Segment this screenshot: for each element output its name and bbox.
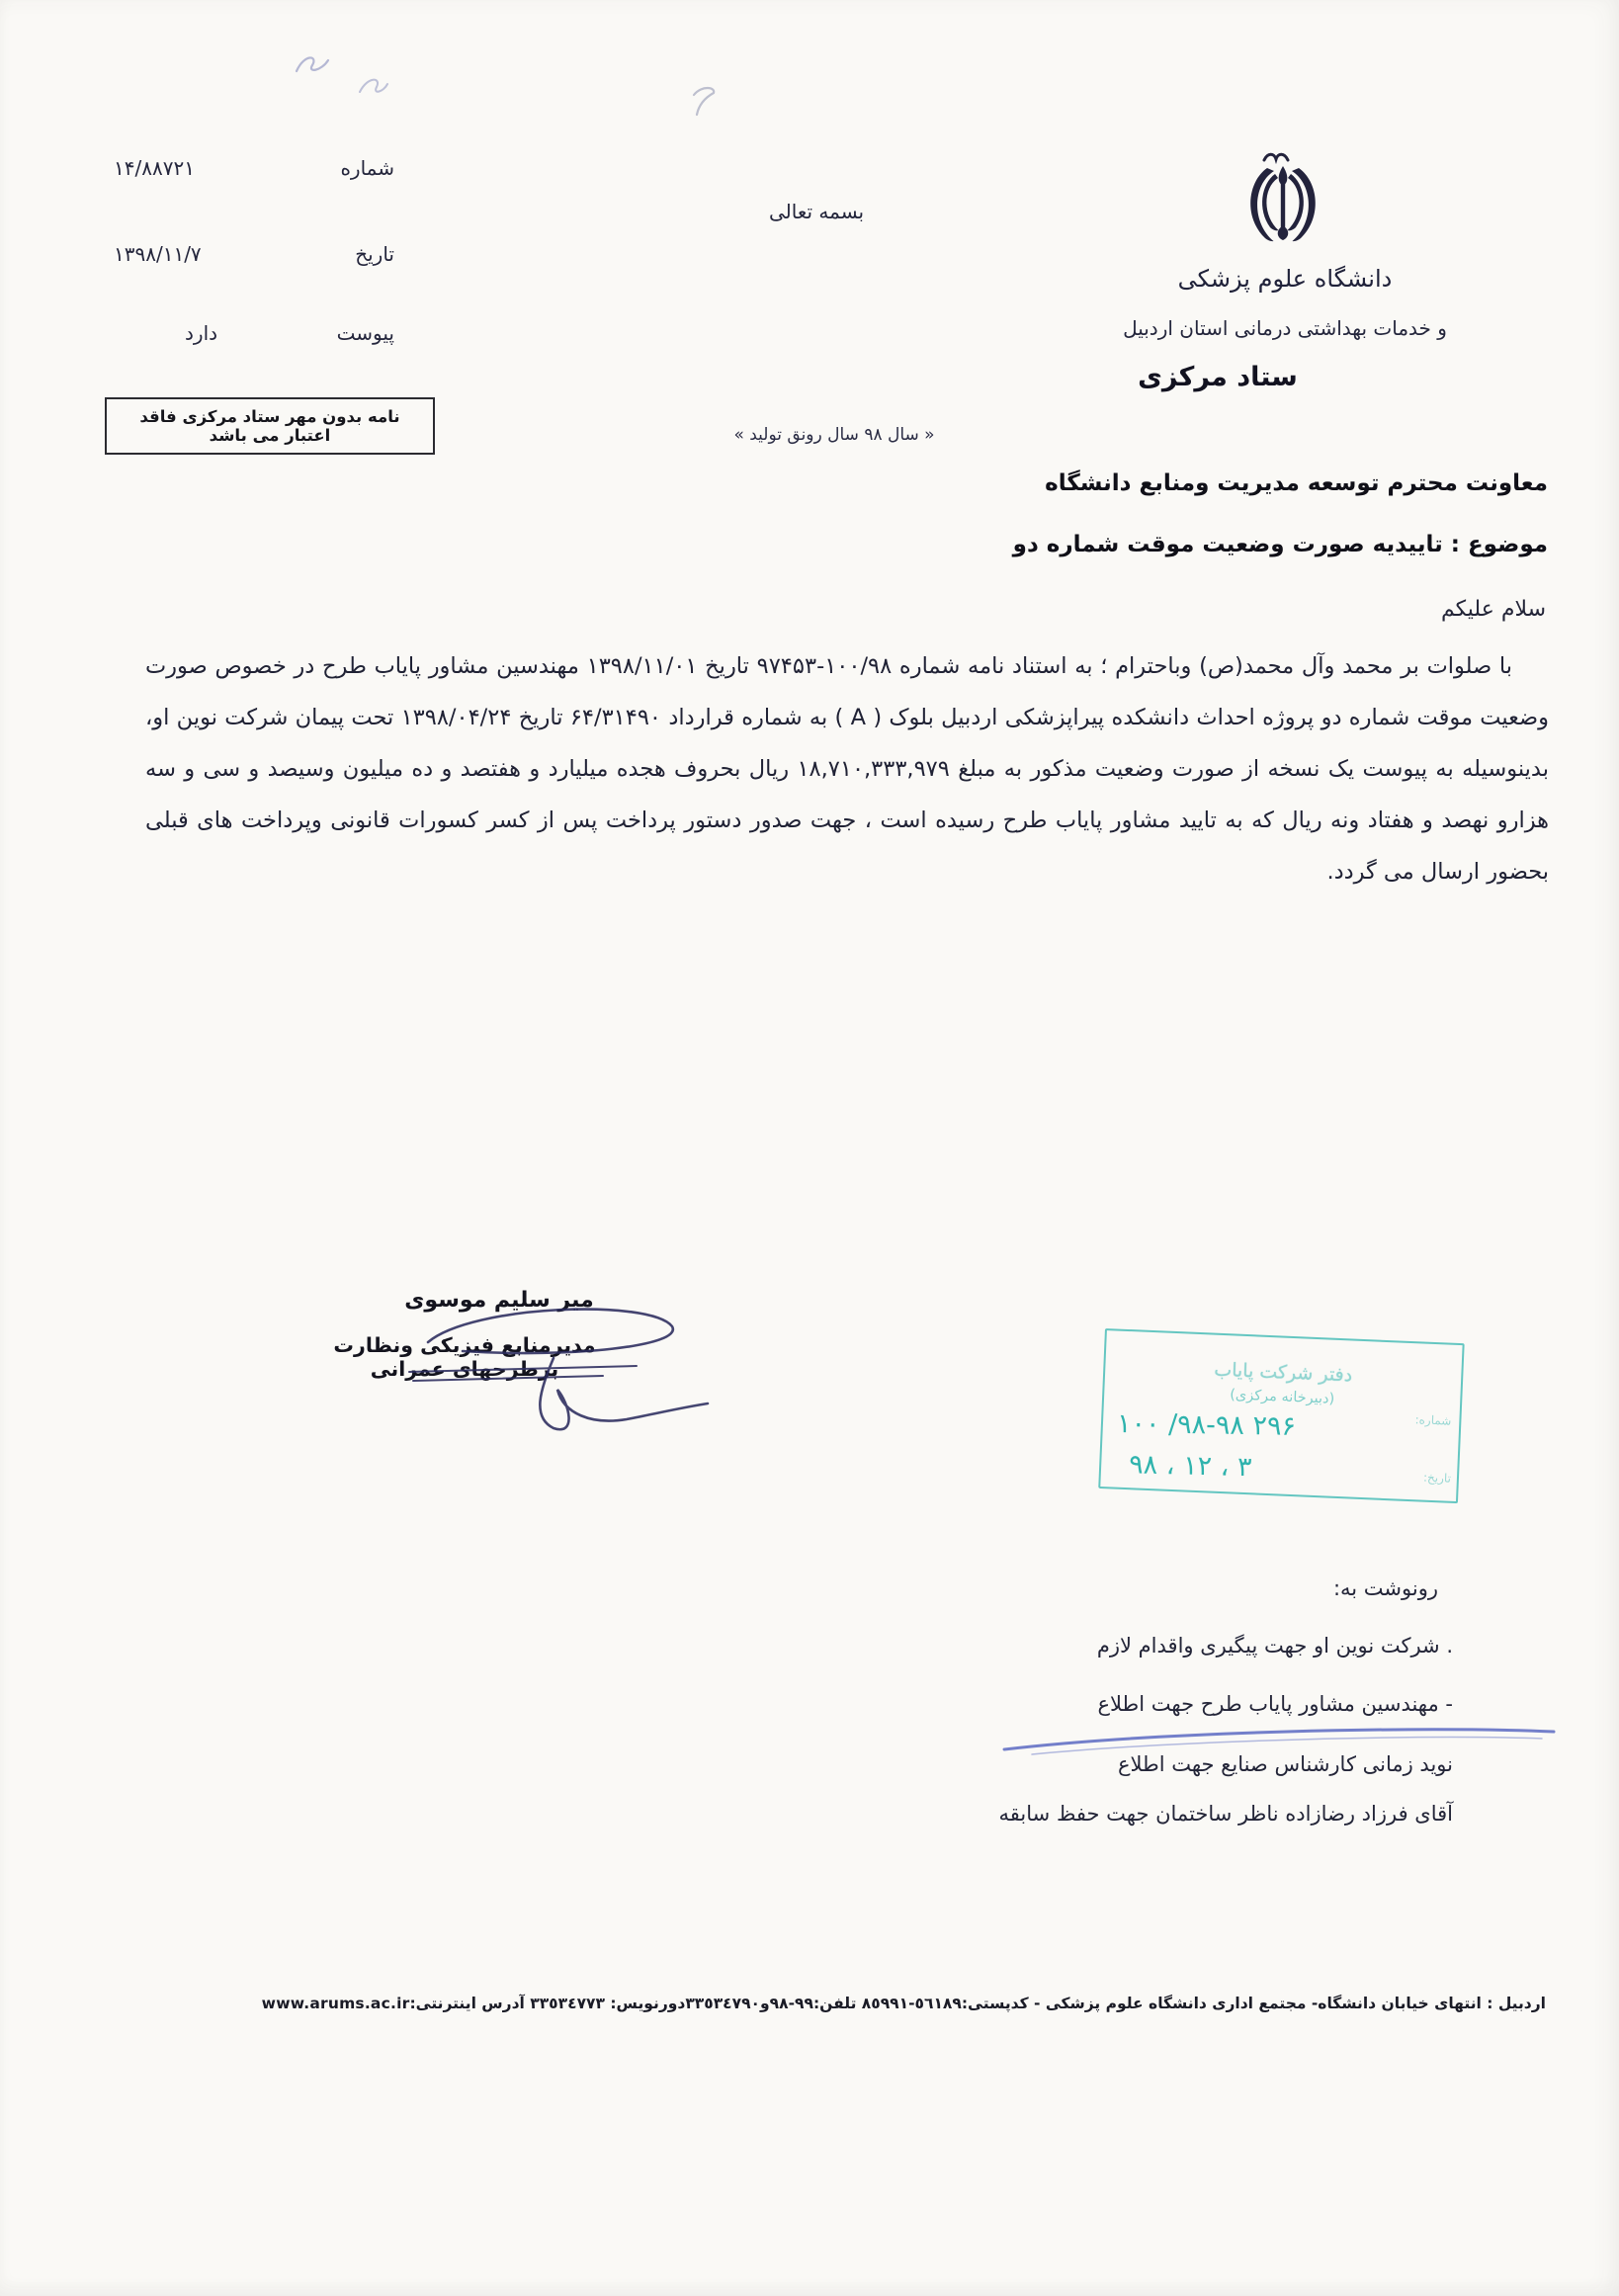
pen-mark — [289, 45, 334, 89]
letter-attachment-row — [114, 321, 394, 345]
recipient-line: معاونت محترم توسعه مدیریت ومنابع دانشگاه — [1045, 470, 1548, 496]
footer-address-text: اردبیل : انتهای خیابان دانشگاه- مجتمع اداری دانشگاه علوم پزشکی - کدپستی:٥٦١٨٩-٨٥٩٩١ تلفن:۹۹-۹۸و۳۳٥۳٤۷۹۰دورنویس: ۳۳٥۳٤۷۷۳ آدرس اینترنتی: — [409, 1995, 1546, 2012]
signatory-name: میر سلیم موسوی — [404, 1288, 594, 1313]
validity-note-box — [105, 397, 435, 455]
org-name-line1: دانشگاه علوم پزشکی — [1177, 265, 1393, 293]
footer-website: www.arums.ac.ir — [261, 1995, 410, 2012]
stamp-secretariat-line: (دبیرخانه مرکزی) — [1229, 1387, 1335, 1407]
letter-date-row — [114, 242, 394, 266]
stamp-number-value: ۱۰۰ /۹۸-۹۸ ۲۹۶ — [1116, 1407, 1297, 1442]
cc-heading: رونوشت به: — [1332, 1576, 1438, 1600]
subject-line: موضوع : تاییدیه صورت وضعیت موقت شماره دو — [1012, 532, 1548, 557]
org-name-line3: ستاد مرکزی — [1138, 362, 1298, 392]
footer-address-line — [103, 1995, 1546, 2012]
letter-attachment-label: پیوست — [336, 321, 394, 345]
bismillah-text: بسمه تعالی — [769, 200, 865, 223]
letter-attachment-value: دارد — [185, 321, 218, 345]
letter-body: با صلوات بر محمد وآل محمد(ص) وباحترام ؛ به استناد نامه شماره ۱۰۰/۹۸-۹۷۴۵۳ تاریخ ۱۳۹۸/۱۱/۰۱ مهندسین مشاور پایاب طرح در خصوص صورت وضعیت موقت شماره دو پروژه احداث دانشکده پیراپزشکی اردبیل بلوک ( A ) به شماره قرارداد ۶۴/۳۱۴۹۰ تاریخ ۱۳۹۸/۰۴/۲۴ تحت پیمان شرکت نوین او، بدینوسیله به پیوست یک نسخه از صورت وضعیت مذکور به مبلغ ۱۸,۷۱۰,۳۳۳,۹۷۹ ریال بحروف هجده میلیارد و هفتصد و ده میلیون وسیصد و سی و سه هزارو نهصد و هفتاد ونه ریال که به تایید مشاور پایاب طرح رسیده است ، جهت صدور دستور پرداخت پس از کسر کسورات قانونی وپرداخت های قبلی بحضور ارسال می گردد. — [145, 653, 1550, 885]
iran-emblem-icon — [1234, 146, 1332, 263]
registration-stamp — [1098, 1328, 1464, 1503]
cc-item: . شرکت نوین او جهت پیگیری واقدام لازم — [1096, 1634, 1453, 1658]
pen-mark — [352, 65, 393, 105]
cc-item: آقای فرزاد رضازاده ناظر ساختمان جهت حفظ سابقه — [998, 1802, 1453, 1826]
cc-item: - مهندسین مشاور پایاب طرح جهت اطلاع — [1097, 1692, 1453, 1716]
stamp-office-line: دفتر شرکت پایاب — [1213, 1358, 1353, 1387]
year-slogan: « سال ۹۸ سال رونق تولید » — [733, 425, 935, 445]
cc-item: نوید زمانی کارشناس صنایع جهت اطلاع — [1117, 1752, 1453, 1776]
stamp-date-value: ۹۸ ، ۱۲ ، ۳ — [1128, 1449, 1252, 1484]
letter-number-label: شماره — [340, 156, 394, 180]
stamp-number-label: شماره: — [1414, 1412, 1452, 1428]
salutation-line: سلام علیکم — [1440, 597, 1546, 622]
validity-note-text: نامه بدون مهر ستاد مرکزی فاقد اعتبار می باشد — [139, 407, 400, 445]
letter-number-row — [114, 156, 394, 180]
stamp-date-label: تاریخ: — [1422, 1470, 1452, 1486]
signatory-title: مدیرمنابع فیزیکی ونظارت برطرحهای عمرانی — [333, 1333, 596, 1381]
pen-mark — [686, 81, 725, 123]
letter-number-value: ۱۴/۸۸۷۲۱ — [114, 156, 195, 180]
letter-date-value: ۱۳۹۸/۱۱/۷ — [114, 242, 202, 266]
letter-date-label: تاریخ — [355, 242, 394, 266]
org-name-line2: و خدمات بهداشتی درمانی استان اردبیل — [1123, 316, 1447, 340]
